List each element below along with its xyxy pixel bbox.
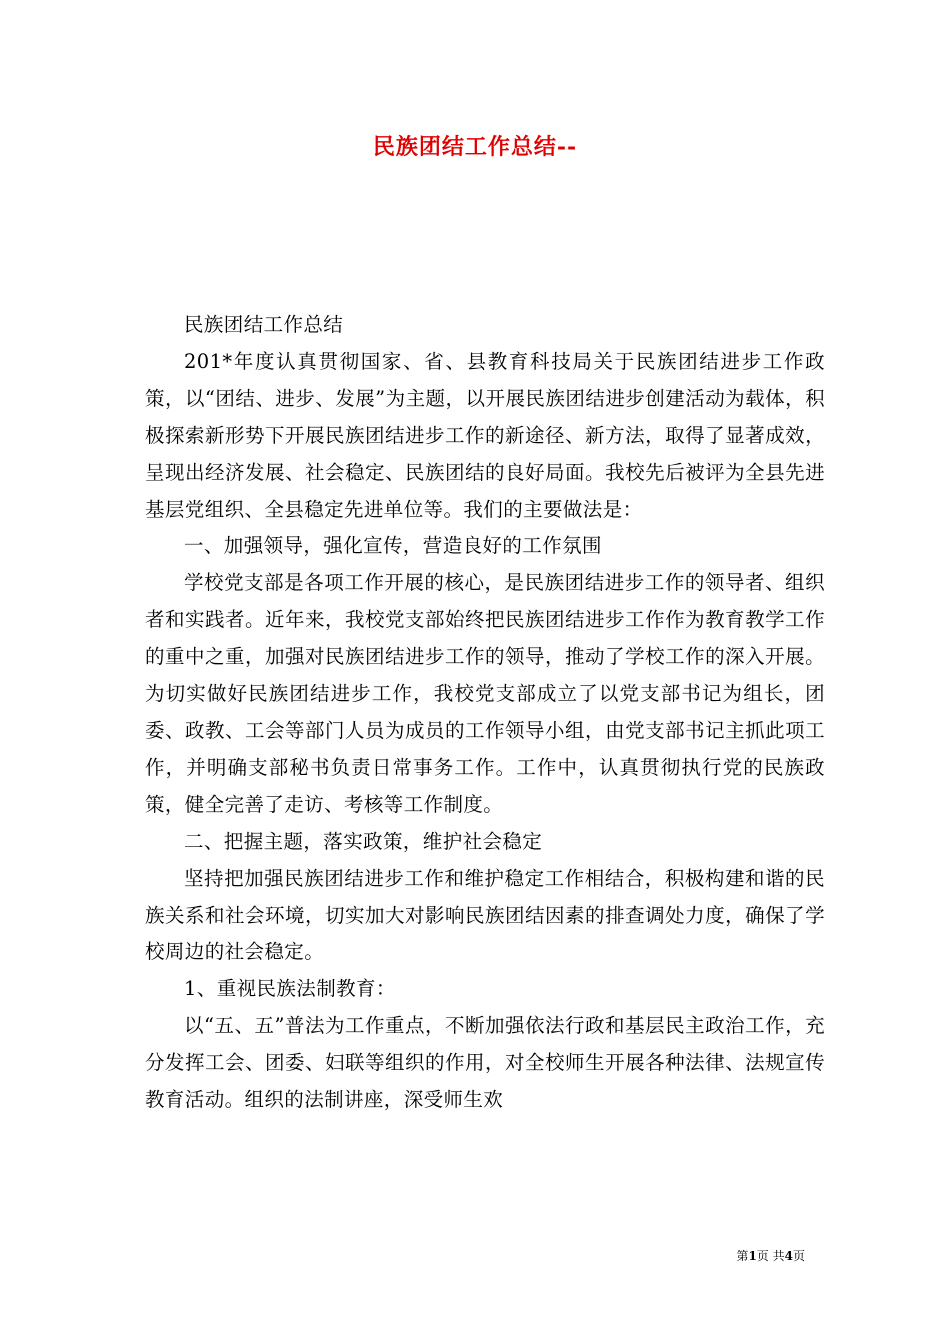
- page-suffix: 页: [792, 1249, 805, 1263]
- document-body: [145, 307, 825, 1119]
- subsection-heading-1: 1、重视民族法制教育：: [184, 977, 396, 1001]
- page-number: [736, 1247, 805, 1264]
- document-title: 民族团结工作总结--: [372, 134, 578, 160]
- paragraph-section-1: 学校党支部是各项工作开展的核心，是民族团结进步工作的领导者、组织者和实践者。近年来，我校党支部始终把民族团结进步工作作为教育教学工作的重中之重，加强对民族团结进步工作的领导，推动了学校工作的深入开展。为切实做好民族团结进步工作，我校党支部成立了以党支部书记为组长，团委、政教、工会等部门人员为成员的工作领导小组，由党支部书记主抓此项工作，并明确支部秘书负责日常事务工作。工作中，认真贯彻执行党的民族政策，健全完善了走访、考核等工作制度。: [145, 571, 825, 816]
- section-heading-1: 一、加强领导，强化宣传，营造良好的工作氛围: [184, 534, 602, 558]
- section-heading-2: 二、把握主题，落实政策，维护社会稳定: [184, 829, 543, 853]
- page-middle: 页 共: [756, 1249, 785, 1263]
- paragraph-heading: 民族团结工作总结: [184, 313, 344, 336]
- page-prefix: 第: [736, 1249, 749, 1263]
- paragraph-subsection-1: 以“五、五”普法为工作重点，不断加强依法行政和基层民主政治工作，充分发挥工会、团委、妇联等组织的作用，对全校师生开展各种法律、法规宣传教育活动。组织的法制讲座，深受师生欢: [145, 1014, 825, 1112]
- total-pages: 4: [784, 1249, 793, 1263]
- paragraph-section-2: 坚持把加强民族团结进步工作和维护稳定工作相结合，积极构建和谐的民族关系和社会环境，切实加大对影响民族团结因素的排查调处力度，确保了学校周边的社会稳定。: [145, 866, 825, 964]
- current-page: 1: [748, 1249, 757, 1263]
- paragraph-intro: 201*年度认真贯彻国家、省、县教育科技局关于民族团结进步工作政策，以“团结、进步、发展”为主题，以开展民族团结进步创建活动为载体，积极探索新形势下开展民族团结进步工作的新途径、新方法，取得了显著成效，呈现出经济发展、社会稳定、民族团结的良好局面。我校先后被评为全县先进基层党组织、全县稳定先进单位等。我们的主要做法是：: [145, 349, 825, 521]
